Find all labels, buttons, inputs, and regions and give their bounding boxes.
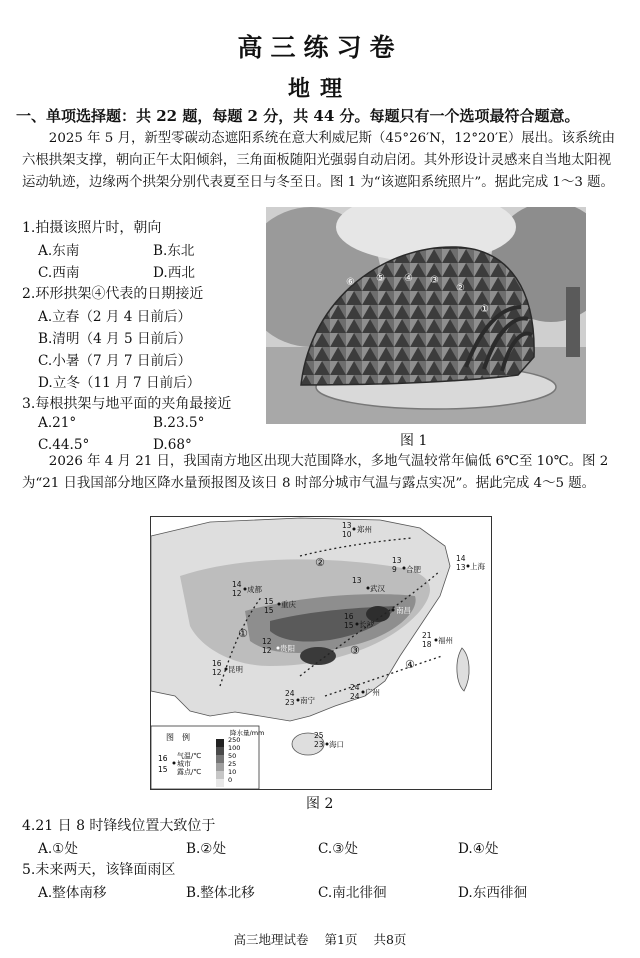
fig1-arch-label: ③ — [430, 275, 439, 286]
city-name: 合肥 — [406, 565, 421, 574]
city-temp: 15 — [264, 597, 274, 606]
city-dew: 24 — [350, 692, 360, 701]
city-dew: 15 — [264, 606, 274, 615]
q3-option-d: D.68° — [153, 437, 192, 453]
q5-option-a: A.整体南移 — [38, 885, 107, 901]
legend-sample-temp: 16 — [158, 754, 168, 763]
city-dew: 18 — [422, 640, 432, 649]
city-temp: 14 — [456, 554, 466, 563]
q1-option-d: D.西北 — [153, 265, 195, 281]
q2-option-b: B.清明（4 月 5 日前后） — [38, 331, 192, 347]
q1-option-a: A.东南 — [38, 243, 80, 259]
subject-title: 地理 — [287, 76, 352, 102]
city-name: 武汉 — [370, 584, 385, 593]
city-dew: 10 — [342, 530, 352, 539]
legend-scale-value: 25 — [228, 760, 237, 768]
city-name: 昆明 — [228, 665, 243, 674]
question-1-stem: 1.拍摄该照片时，朝向 — [22, 220, 162, 236]
footer-paper-name: 高三地理试卷 — [233, 932, 309, 947]
q3-option-c: C.44.5° — [38, 437, 90, 453]
legend-scale-value: 250 — [228, 736, 241, 744]
city-name: 广州 — [365, 688, 380, 697]
front-label: ④ — [405, 658, 415, 671]
q5-option-d: D.东西徘徊 — [458, 885, 528, 901]
q4-option-b: B.②处 — [186, 841, 227, 857]
city-dew: 12 — [212, 668, 222, 677]
city-name: 海口 — [329, 740, 344, 749]
question-2-stem: 2.环形拱架④代表的日期接近 — [22, 286, 204, 302]
q4-option-a: A.①处 — [38, 841, 78, 857]
front-label: ③ — [350, 644, 360, 657]
city-dew: 13 — [456, 563, 466, 572]
legend-line: 气温/℃ — [177, 752, 202, 760]
city-name: 郑州 — [357, 525, 372, 534]
q1-option-c: C.西南 — [38, 265, 80, 281]
city-name: 重庆 — [281, 600, 296, 609]
front-label: ② — [315, 556, 325, 569]
city-name: 南昌 — [396, 606, 411, 615]
q3-option-a: A.21° — [38, 415, 77, 431]
section-heading: 一、单项选择题：共 22 题，每题 2 分，共 44 分。每题只有一个选项最符合题意。 — [16, 107, 580, 125]
legend-sample-dew: 15 — [158, 765, 168, 774]
q5-option-c: C.南北徘徊 — [318, 885, 387, 901]
city-dew: 15 — [344, 621, 354, 630]
legend-line: 城市 — [177, 760, 191, 768]
question-3-stem: 3.每根拱架与地平面的夹角最接近 — [22, 396, 232, 412]
city-name: 长沙 — [359, 620, 374, 629]
city-temp: 13 — [392, 556, 402, 565]
city-temp: 25 — [314, 731, 324, 740]
city-temp: 16 — [344, 612, 354, 621]
city-dew: 12 — [262, 646, 272, 655]
fig1-arch-label: ① — [480, 304, 489, 315]
city-dew: 12 — [232, 589, 242, 598]
passage-2: 2026 年 4 月 21 日，我国南方地区出现大范围降水，多地气温较常年偏低 6℃至 10℃。图 2 为“21 日我国部分地区降水量预报图及该日 8 时部分城市气温与露点实况”。据此完成 4～5 题。 — [22, 454, 609, 491]
city-temp: 21 — [422, 631, 432, 640]
fig1-arch-label: ⑥ — [346, 277, 355, 288]
page-footer — [0, 930, 640, 948]
figure-1-caption: 图 1 — [400, 433, 428, 449]
city-name: 成都 — [247, 585, 262, 594]
city-temp: 16 — [212, 659, 222, 668]
figure-1-photo — [266, 207, 586, 424]
q1-option-b: B.东北 — [153, 243, 195, 259]
city-temp: 24 — [285, 689, 295, 698]
question-4-stem: 4.21 日 8 时锋线位置大致位于 — [22, 818, 216, 834]
city-name: 南宁 — [300, 696, 315, 705]
q2-option-d: D.立冬（11 月 7 日前后） — [38, 375, 201, 391]
q2-option-a: A.立春（2 月 4 日前后） — [38, 309, 192, 325]
exam-title: 高三练习卷 — [237, 33, 403, 62]
q4-option-d: D.④处 — [458, 841, 499, 857]
question-5-stem: 5.未来两天，该锋面雨区 — [22, 862, 176, 878]
city-dew: 23 — [314, 740, 324, 749]
legend-scale-value: 0 — [228, 776, 233, 784]
city-dew: 23 — [285, 698, 295, 707]
fig1-arch-label: ⑤ — [376, 273, 385, 284]
q4-option-c: C.③处 — [318, 841, 359, 857]
passage-1: 2025 年 5 月，新型零碳动态遮阳系统在意大利威尼斯（45°26′N，12°20′E）展出。该系统由六根拱架支撑，朝向正午太阳倾斜，三角面板随阳光强弱自动启闭。其外形设计灵感来自当地太阳视运动轨迹，边缘两个拱架分别代表夏至日与冬至日。图 1 为“该遮阳系统照片”。据此完成 1～3 题。 — [22, 131, 615, 190]
map-legend — [151, 726, 264, 789]
footer-total-pages: 共8页 — [373, 932, 407, 947]
city-temp: 13 — [342, 521, 352, 530]
legend-title: 图 例 — [166, 733, 190, 742]
q3-option-b: B.23.5° — [153, 415, 205, 431]
city-name: 福州 — [438, 636, 453, 645]
front-label: ① — [238, 627, 248, 640]
city-temp: 24 — [350, 683, 360, 692]
footer-page-number: 第1页 — [324, 932, 358, 947]
legend-scale-title: 降水量/mm — [230, 729, 265, 737]
q2-option-c: C.小暑（7 月 7 日前后） — [38, 353, 192, 369]
figure-2-map — [150, 516, 492, 790]
legend-scale-value: 50 — [228, 752, 237, 760]
legend-scale-value: 10 — [228, 768, 237, 776]
city-name: 贵阳 — [280, 644, 295, 653]
legend-line: 露点/℃ — [177, 768, 202, 776]
city-dew: 9 — [392, 565, 397, 574]
q5-option-b: B.整体北移 — [186, 885, 255, 901]
fig1-arch-label: ② — [456, 283, 465, 294]
city-temp: 14 — [232, 580, 242, 589]
figure-2-caption: 图 2 — [306, 796, 334, 812]
legend-scale-value: 100 — [228, 744, 241, 752]
city-temp: 13 — [352, 576, 362, 585]
city-temp: 12 — [262, 637, 272, 646]
fig1-arch-label: ④ — [404, 273, 413, 284]
city-name: 上海 — [470, 562, 485, 571]
